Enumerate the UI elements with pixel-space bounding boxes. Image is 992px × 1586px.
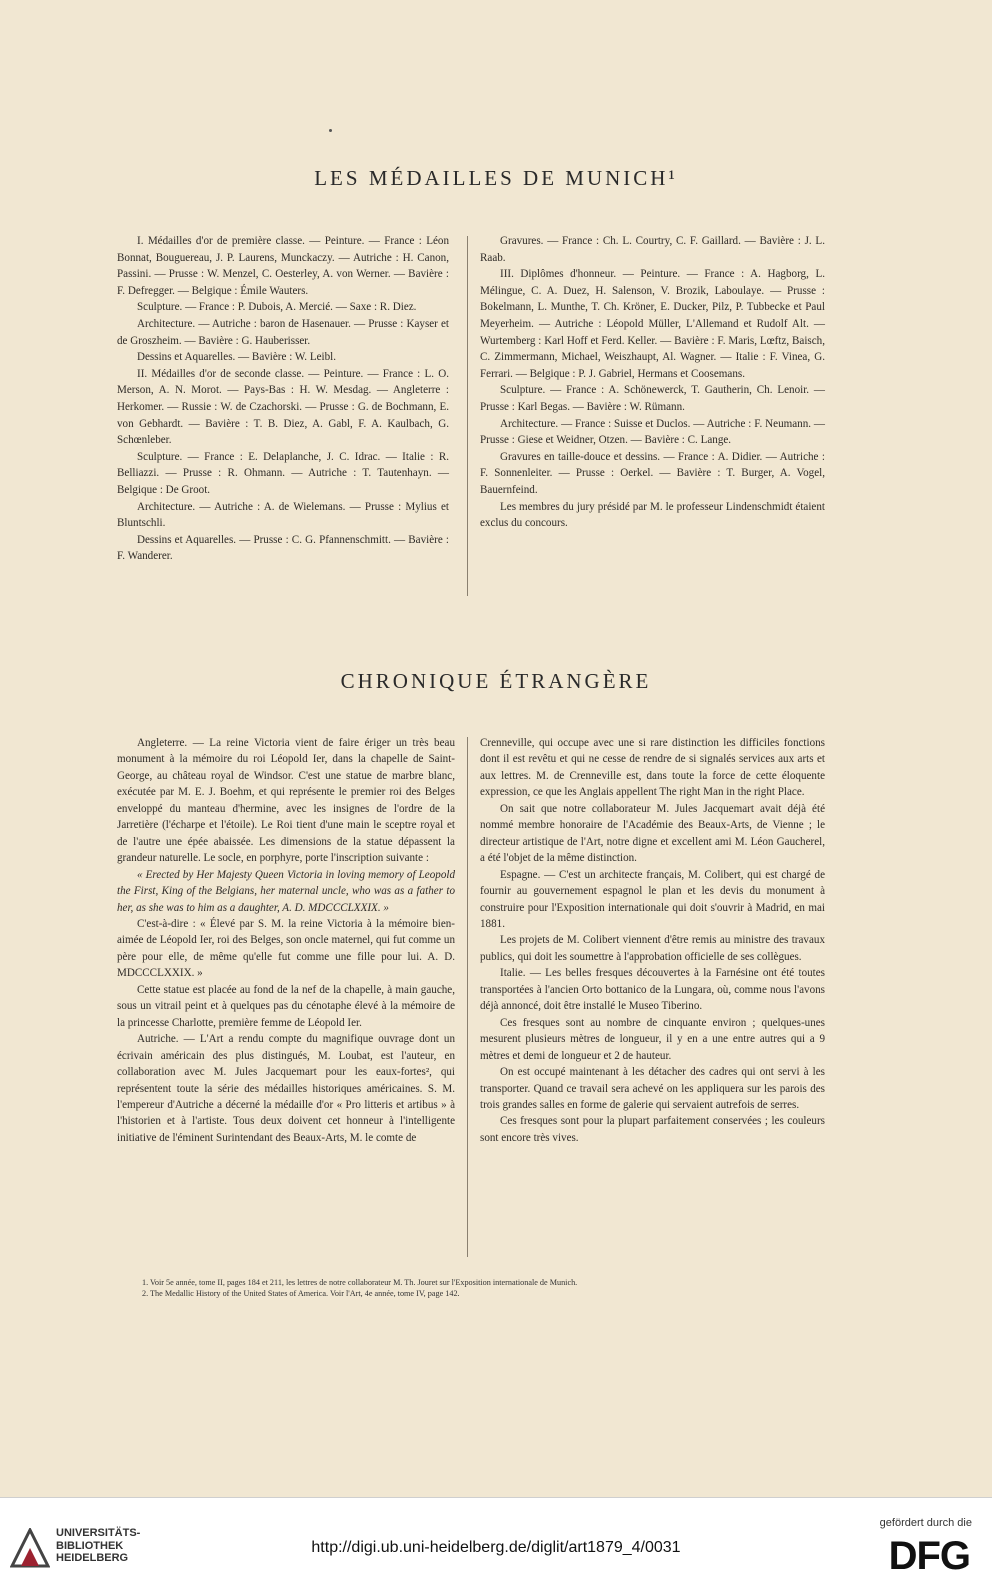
paragraph: Sculpture. — France : P. Dubois, A. Mercié. — Saxe : R. Diez. [137, 301, 417, 314]
paragraph: Cette statue est placée au fond de la nef de la chapelle, à main gauche, sous un vitrail peint et à quelques pas du cénotaphe élevé à la mémoire de la princesse Charlotte, première femme de Léopold Ier. [117, 983, 455, 1029]
paragraph: On sait que notre collaborateur M. Jules Jacquemart avait déjà été nommé membre honoraire de l'Académie des Beaux-Arts, de Vienne ; le directeur artistique de l'Art, notre digne et excellent ami M. Léon Gaucherel, a été l'objet de la même distinction. [480, 802, 825, 865]
permalink-url[interactable]: http://digi.ub.uni-heidelberg.de/diglit/art1879_4/0031 [311, 1539, 681, 1556]
paragraph: Ces fresques sont au nombre de cinquante environ ; quelques-unes mesurent plusieurs mètres de longueur, il y en a une entre autres qui a 9 mètres et demi de longueur et 2 de hauteur. [480, 1016, 825, 1062]
section-title-chronique: CHRONIQUE ÉTRANGÈRE [340, 669, 652, 693]
paragraph: Sculpture. — France : E. Delaplanche, J. C. Idrac. — Italie : R. Belliazzi. — Prusse : R. Ohmann. — Autriche : T. Tautenhayn. — Belgique : De Groot. [117, 450, 449, 496]
footnote: 2. The Medallic History of the United States of America. Voir l'Art, 4e année, tome IV, page 142. [142, 1289, 460, 1298]
paragraph: Angleterre. — La reine Victoria vient de faire ériger un très beau monument à la mémoire du roi Léopold Ier, dans la chapelle de Saint-George, au château royal de Windsor. C'est une statue de marbre blanc, exécutée par M. E. J. Boehm, et qui représente le premier roi des Belges enveloppé du manteau d'hermine, avec les insignes de l'ordre de la Jarretière (l'écharpe et l'étoile). Le Roi tient d'une main le sceptre royal et de l'autre une épée abaissée. Les dimensions de la statue dépassent la grandeur naturelle. Le socle, en porphyre, porte l'inscription suivante : [117, 737, 455, 865]
page-mark [329, 129, 332, 132]
paragraph: III. Diplômes d'honneur. — Peinture. — France : A. Hagborg, L. Mélingue, C. A. Duez, H. Salenson, V. Brozik, Laboulaye. — Prusse : Bokelmann, L. Munthe, T. Ch. Kröner, E. Ducker, Pilz, P. Tubbecke et Paul Meyerheim. — Autriche : Léopold Müller, L'Allemand et Rudolf Alt. — Wurtemberg : Karl Hoff et Ferd. Keller. — Bavière : F. Maris, Lœftz, Baisch, C. Zimmermann, Michael, Weiszhaupt, Al. Wagner. — Italie : F. Vinea, G. Ferrari. — Belgique : P. J. Gabriel, Hermans et Coosemans. [480, 268, 825, 380]
paragraph: Crenneville, qui occupe avec une si rare distinction les difficiles fonctions dont il est revêtu et qui ne cesse de rendre de si signalés services aux arts et aux lettres. M. de Crenneville est, dans toute la force de cette éloquente expression, ce que les Anglais appellent The right Man in the right Place. [480, 737, 825, 799]
paragraph: Les membres du jury présidé par M. le professeur Lindenschmidt étaient exclus du concours. [480, 500, 825, 530]
funding-note: gefördert durch die [879, 1517, 972, 1529]
footnote: 1. Voir 5e année, tome II, pages 184 et 211, les lettres de notre collaborateur M. Th. Jouret sur l'Exposition internationale de Munich. [142, 1278, 578, 1287]
paragraph: On est occupé maintenant à les détacher des cadres qui ont servi à les transporter. Quand ce travail sera achevé on les appliquera sur les parois des trois grandes salles en forme de galerie qui servaient autrefois de serres. [480, 1066, 825, 1111]
paragraph: Sculpture. — France : A. Schönewerck, T. Gautherin, Ch. Lenoir. — Prusse : Karl Begas. — Bavière : W. Rümann. [480, 384, 825, 413]
paragraph: Gravures en taille-douce et dessins. — France : A. Didier. — Autriche : F. Sonnenleiter. — Prusse : Oerkel. — Bavière : T. Burger, A. Vogel, Bauernfeind. [480, 450, 825, 496]
paragraph: C'est-à-dire : « Élevé par S. M. la reine Victoria à la mémoire bien-aimée de Léopold Ier, roi des Belges, son oncle maternel, qui fut comme un père pour elle, de même qu'elle fut comme une fille pour lui. A. D. MDCCCLXXIX. » [117, 917, 455, 980]
paragraph: Architecture. — France : Suisse et Duclos. — Autriche : F. Neumann. — Prusse : Giese et Weidner, Otzen. — Bavière : C. Lange. [480, 417, 825, 447]
section-title-medailles: LES MÉDAILLES DE MUNICH¹ [314, 166, 678, 190]
paragraph: Autriche. — L'Art a rendu compte du magnifique ouvrage dont un écrivain américain des plus distingués, M. Loubat, est l'auteur, en collaboration avec M. Jules Jacquemart pour les eaux-fortes², qui représentent toute la série des médailles historiques américaines. S. M. l'empereur d'Autriche a décerné la médaille d'or « Pro litteris et artibus » à l'historien et à l'artiste. Tous deux doivent cet honneur à l'intelligente initiative de l'éminent Surintendant des Beaux-Arts, M. le comte de [117, 1033, 455, 1144]
paragraph: Dessins et Aquarelles. — Prusse : C. G. Pfannenschmitt. — Bavière : F. Wanderer. [117, 533, 449, 563]
paragraph: Architecture. — Autriche : baron de Hasenauer. — Prusse : Kayser et de Groszheim. — Bavière : G. Hauberisser. [117, 317, 449, 347]
chronique-right-column [480, 735, 825, 1146]
paragraph: Espagne. — C'est un architecte français, M. Colibert, qui est chargé de fournir au gouvernement espagnol le plan et les devis du monument à construire pour l'Exposition internationale qui doit s'ouvrir à Madrid, en mai 1881. [480, 868, 825, 930]
medailles-right-column [480, 233, 825, 532]
footnotes [142, 1277, 862, 1299]
paragraph: Dessins et Aquarelles. — Bavière : W. Leibl. [137, 351, 337, 364]
viewer-footer [0, 1497, 992, 1586]
paragraph: I. Médailles d'or de première classe. — Peinture. — France : Léon Bonnat, Bouguereau, J. P. Laurens, Munckaczy. — Autriche : H. Canon, Passini. — Prusse : W. Menzel, C. Oesterley, A. von Werner. — Bavière : F. Defregger. — Belgique : Émile Wauters. [117, 235, 449, 297]
column-rule [467, 737, 468, 1257]
dfg-logo: DFG [888, 1534, 970, 1578]
paragraph: Gravures. — France : Ch. L. Courtry, C. F. Gaillard. — Bavière : J. L. Raab. [480, 235, 825, 264]
library-name: UNIVERSITÄTS- BIBLIOTHEK HEIDELBERG [56, 1527, 141, 1564]
paragraph: Architecture. — Autriche : A. de Wielemans. — Prusse : Mylius et Bluntschli. [117, 500, 449, 530]
chronique-left-column [117, 735, 455, 1146]
medailles-left-column [117, 233, 449, 565]
paragraph: Les projets de M. Colibert viennent d'être remis au ministre des travaux publics, qui doit les soumettre à l'approbation officielle de ses collègues. [480, 934, 825, 963]
paragraph: Ces fresques sont pour la plupart parfaitement conservées ; les couleurs sont encore très vives. [480, 1115, 825, 1144]
column-rule [467, 236, 468, 596]
paragraph: II. Médailles d'or de seconde classe. — Peinture. — France : L. O. Merson, A. N. Morot. — Pays-Bas : H. W. Mesdag. — Angleterre : Herkomer. — Russie : W. de Czachorski. — Prusse : G. de Bochmann, E. von Gebhardt. — Bavière : T. B. Diez, A. Gabl, F. A. Kaulbach, G. Schœnleber. [117, 367, 449, 447]
quote-paragraph: « Erected by Her Majesty Queen Victoria in loving memory of Leopold the First, King of the Belgians, her maternal uncle, who was as a father to her, as she was to him as a daughter, A. D. MDCCCLXXIX. » [117, 868, 455, 914]
paragraph: Italie. — Les belles fresques découvertes à la Farnésine ont été toutes transportées à l'ancien Orto bottanico de la Lungara, où, comme nous l'avons déjà annoncé, doit être installé le Museo Tiberino. [480, 967, 825, 1013]
